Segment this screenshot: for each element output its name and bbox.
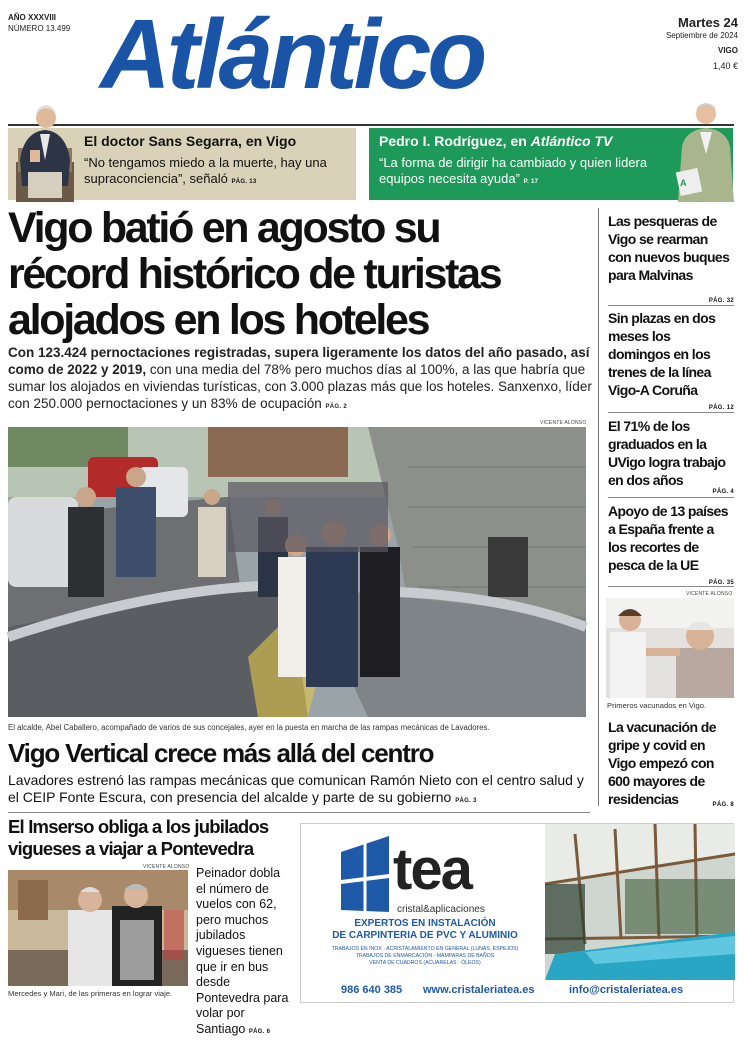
imserso-caption: Mercedes y Mari, de las primeras en lograr viaje. [8,989,173,998]
sidebar-item-pesqueras[interactable]: Las pesqueras de Vigo se rearman con nuevos buques para Malvinas PÁG. 32 [608,212,734,304]
sidebar-item-vacunacion[interactable]: La vacunación de gripe y covid en Vigo empezó con 600 mayores de residencias PÁG. 8 [608,718,734,808]
page-ref: PÁG. 4 [712,489,734,495]
photo-credit: VICENTE ALONSO [540,420,587,426]
photo-credit: VICENTE ALONSO [143,864,190,870]
edition-info [8,12,70,34]
edition-city: VIGO [717,46,738,55]
advertisement-tea[interactable] [300,823,734,1003]
imserso-photo[interactable] [8,870,188,986]
main-headline[interactable]: Vigo batió en agosto su récord histórico de turistas alojados en los hoteles [8,204,501,344]
teaser-title: Pedro I. Rodríguez, en Atlántico TV [379,133,613,149]
page-ref: PÁG. 8 [712,802,734,808]
sidebar-rule [608,412,734,413]
date-month: Septiembre de 2024 [665,31,738,40]
ad-services: TRABAJOS EN INOX · ACRISTALAMIENTO EN GENERAL (LUNAS, ESPEJOS) TRABAJOS DE ENMARCACIÓN · MAMPARAS DE BAÑOS VENTA DE CUADROS (ACUARELAS · ÓLEOS) [331,946,519,966]
sidebar-divider [598,208,599,806]
svg-text:A: A [680,178,687,188]
ad-email[interactable]: info@cristaleriatea.es [569,984,684,996]
date-block [666,15,738,72]
ad-web[interactable]: www.cristaleriatea.es [423,984,535,996]
sidebar-item-trenes[interactable]: Sin plazas en dos meses los domingos en los trenes de la línea Vigo-A Coruña PÁG. 12 [608,309,734,411]
sidebar-rule [608,586,734,587]
section-divider [8,812,590,813]
teaser-person-photo [10,90,80,202]
issue-number: NÚMERO 13.499 [8,24,71,33]
price: 1,40 € [712,61,738,71]
sidebar-rule [608,497,734,498]
masthead-rule [8,124,734,126]
page-ref: PÁG. 6 [248,1028,271,1035]
newspaper-logo[interactable]: Atlántico [100,0,484,109]
main-photo[interactable] [8,427,586,717]
second-text: Lavadores estrenó las rampas mecánicas que comunican Ramón Nieto con el centro salud y el CEIP Fonte Escura, con presencia del alcalde y parte de su gobierno PÁG. 3 [8,772,584,805]
page-ref: PÁG. 2 [325,404,347,410]
ad-brand: tea [393,837,471,902]
teaser-quote: “No tengamos miedo a la muerte, hay una supraconciencia”, señaló PÁG. 13 [84,155,327,186]
page-ref: PÁG. 35 [708,580,734,586]
page-ref: PÁG. 3 [455,798,477,804]
lead-bold: Con 123.424 pernoctaciones registradas, supera ligeramente los datos del año pasado, así como de 2022 y 2019, [8,345,590,377]
teaser-title-program: Atlántico TV [530,133,613,149]
third-headline[interactable]: El Imserso obliga a los jubilados vigueses a viajar a Pontevedra [8,816,269,859]
third-text: Peinador dobla el número de vuelos con 62, pero muchos jubilados vigueses tienen que ir en bus desde Pontevedra para volar por Santiago PÁG. 6 [196,866,289,1036]
vaccination-photo[interactable] [606,598,734,698]
ad-headline: EXPERTOS EN INSTALACIÓN DE CARPINTERIA DE PVC Y ALUMINIO [332,918,518,941]
sidebar-item-uvigo[interactable]: El 71% de los graduados en la UVigo logra trabajo en dos años PÁG. 4 [608,417,734,495]
year-label: AÑO XXXVIII [8,13,57,22]
ad-tagline: cristal&aplicaciones [397,904,485,915]
ad-pool-photo [545,824,735,980]
photo-credit: VICENTE ALONSO [686,591,733,597]
teaser-title: El doctor Sans Segarra, en Vigo [84,133,297,149]
page-ref: P. 17 [523,179,539,185]
vaccination-caption: Primeros vacunados en Vigo. [607,701,707,710]
main-lead: Con 123.424 pernoctaciones registradas, supera ligeramente los datos del año pasado, así como de 2022 y 2019, con una media del 78% pero muchos días al 100%, a las que habría que sumar los alojados en viviendas turísticas, con 3.000 plazas más que los hoteles. Sanxenxo, líder con 250.000 pernoctaciones y un 83% de ocupación PÁG. 2 [8,345,592,411]
page-ref: PÁG. 32 [708,298,734,304]
teaser-quote: “La forma de dirigir ha cambiado y quien lidera equipos necesita ayuda” P. 17 [379,155,648,186]
sidebar-rule [608,305,734,306]
page-ref: PÁG. 13 [231,179,257,185]
sidebar-item-pesca-ue[interactable]: Apoyo de 13 países a España frente a los recortes de pesca de la UE PÁG. 35 [608,502,734,584]
ad-phone[interactable]: 986 640 385 [341,984,403,996]
page-ref: PÁG. 12 [708,405,734,411]
main-photo-caption: El alcalde, Abel Caballero, acompañado de varios de sus concejales, ayer en la puesta en marcha de las rampas mecánicas de Lavadores. [8,723,490,732]
date-day: Martes 24 [678,15,738,30]
second-headline[interactable]: Vigo Vertical crece más allá del centro [8,738,434,768]
teaser-person-photo [672,92,740,202]
tea-logo-icon [337,834,395,914]
